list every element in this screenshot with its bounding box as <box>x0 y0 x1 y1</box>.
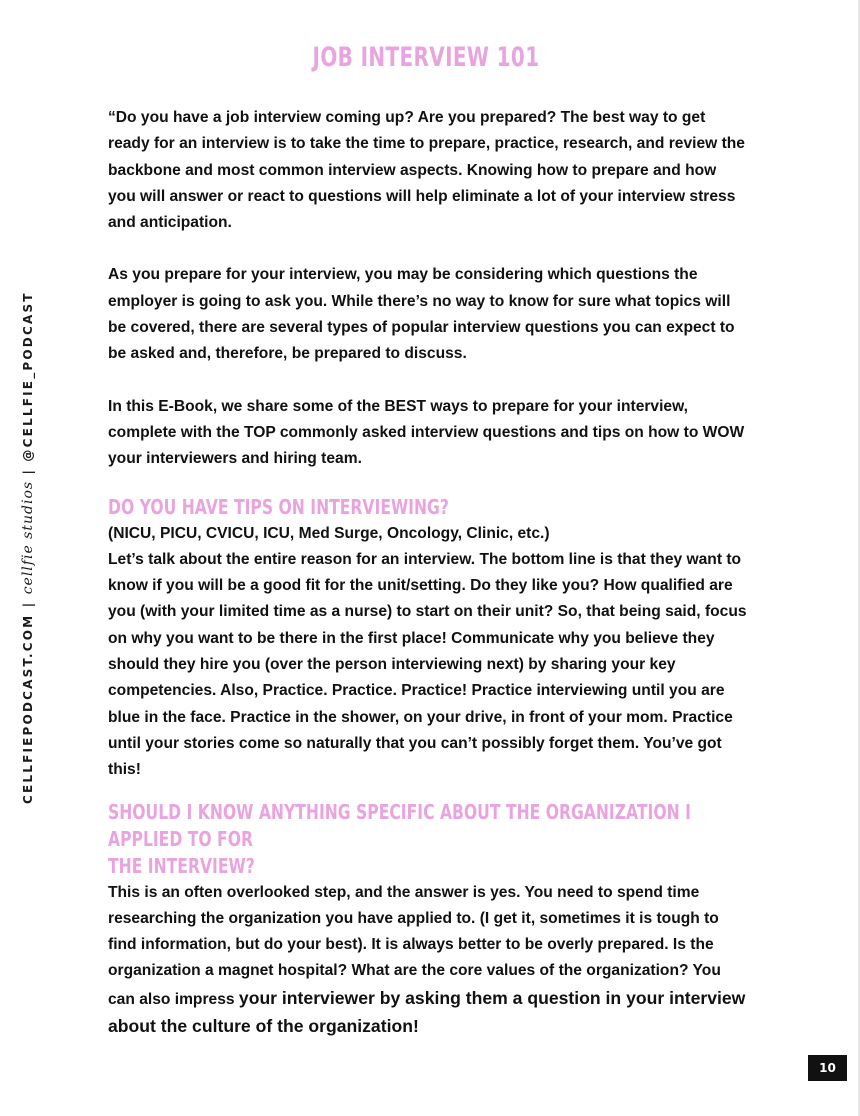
organization-body-text: This is an often overlooked step, and the answer is yes. You need to spend time researching the organization you have applied to. (I get it, sometimes it is tough to find information, but do your best). It is always better to be overly prepared. Is the organization a magnet hospital? What are the core values of the organization? You can also impress <box>108 883 721 1008</box>
tips-body: Let’s talk about the entire reason for an interview. The bottom line is that they want to know if you will be a good fit for the unit/setting. Do they like you? How qualified are you (with your limited time as a nurse) to start on their unit? So, that being said, focus on why you want to be there in the first place! Communicate why you believe they should they hire you (over the person interviewing next) by sharing your key competencies. Also, Practice. Practice. Practice! Practice interviewing until you are blue in the face. Practice in the shower, on your drive, in front of your mom. Practice until your stories come so naturally that you can’t possibly forget them. You’ve got this! <box>108 550 747 779</box>
page-number-badge: 10 <box>808 1055 847 1081</box>
vertical-sidebar <box>17 291 41 804</box>
section-heading-tips: DO YOU HAVE TIPS ON INTERVIEWING? <box>108 494 449 519</box>
intro-paragraph: “Do you have a job interview coming up? Are you prepared? The best way to get ready for an interview is to take the time to prepare, practice, research, and review the backbone and most common interview aspects. Knowing how to prepare and how you will answer or react to questions will help eliminate a lot of your interview stress and anticipation. <box>108 109 745 232</box>
sidebar-brand-script: cellfie studios <box>20 480 36 595</box>
sidebar-separator-2: | <box>21 467 35 475</box>
section-heading-organization <box>108 799 748 880</box>
section-subheading-units: (NICU, PICU, CVICU, ICU, Med Surge, Oncology, Clinic, etc.) <box>108 524 550 542</box>
sidebar-handle: @CELLFIE_PODCAST <box>21 291 35 462</box>
sidebar-separator: | <box>21 600 35 608</box>
heading-line-1: SHOULD I KNOW ANYTHING SPECIFIC ABOUT THE ORGANIZATION I APPLIED TO FOR <box>108 799 691 851</box>
sidebar-website: CELLFIEPODCAST.COM <box>21 613 35 804</box>
sidebar-text <box>17 291 39 804</box>
heading-line-2: THE INTERVIEW? <box>108 853 255 878</box>
page-title: JOB INTERVIEW 101 <box>312 42 540 73</box>
ebook-paragraph: In this E-Book, we share some of the BEST ways to prepare for your interview, complete with the TOP commonly asked interview questions and tips on how to WOW your interviewers and hiring team. <box>108 397 745 468</box>
organization-body-emphasis: your interviewer by asking them a question in your interview about the culture of the organization! <box>108 987 746 1037</box>
organization-body <box>108 880 748 1042</box>
main-content <box>108 105 748 1041</box>
preparation-paragraph: As you prepare for your interview, you may be considering which questions the employer is going to ask you. While there’s no way to know for sure what topics will be covered, there are several types of popular interview questions you can expect to be asked and, therefore, be prepared to discuss. <box>108 266 735 363</box>
